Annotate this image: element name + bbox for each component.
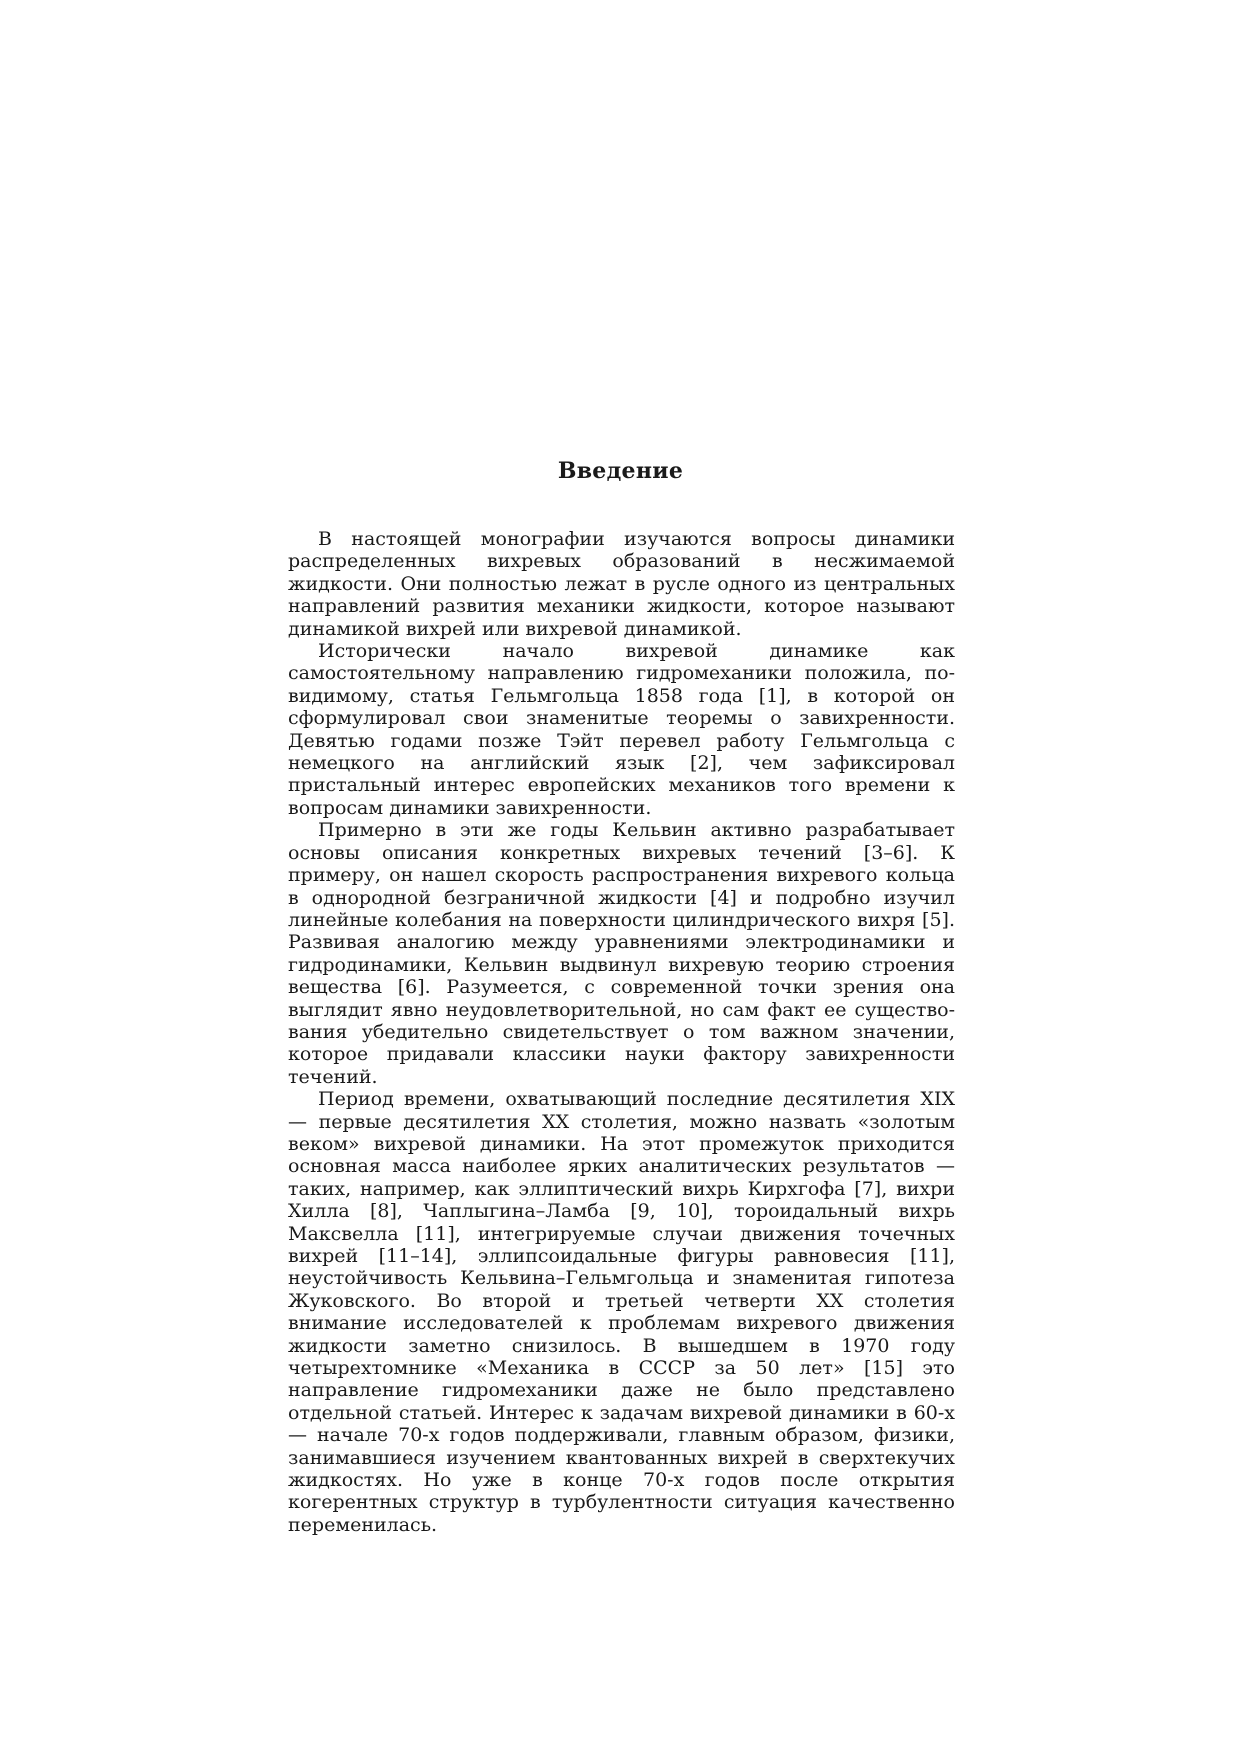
- section-title: Введение: [557, 458, 684, 484]
- body-text: [288, 528, 955, 1536]
- paragraph-2: Исторически начало вихревой динамике как самостоятельному направлению гидромеханики положила, по-видимому, статья Гельмгольца 1858 года [1], в которой он сформулировал свои знаменитые теоремы о завихренности. Девятью годами позже Тэйт перевел работу Гельмгольца с немецкого на английский язык [2], чем зафиксировал пристальный интерес европейских механиков того времени к вопросам динамики завихренности.: [288, 640, 955, 819]
- paragraph-1: В настоящей монографии изучаются вопросы динамики распределенных вихревых образований в несжимаемой жидкости. Они полностью лежат в русле одного из центральных направлений развития механики жидкости, которое называют динамикой вихрей или вихревой динамикой.: [288, 528, 955, 640]
- paragraph-4: Период времени, охватывающий последние десятилетия XIX — первые десятилетия XX столетия, можно назвать «золотым веком» вихревой динамики. На этот промежуток приходится основная масса наиболее ярких аналитических результатов — таких, например, как эллиптический вихрь Кирхгофа [7], вихри Хилла [8], Чаплыгина–Ламба [9, 10], тороидальный вихрь Максвелла [11], интегрируемые случаи движения точечных вихрей [11–14], эллипсоидальные фигуры равновесия [11], неустойчивость Кельвина–Гельмгольца и знаменитая гипотеза Жуковского. Во второй и третьей четверти XX столетия внимание исследователей к проблемам вихревого движения жидкости заметно снизилось. В вышедшем в 1970 году четырехтомнике «Механика в СССР за 50 лет» [15] это направление гидромеханики даже не было представлено отдельной статьей. Интерес к задачам вихревой динамики в 60-х — начале 70-х годов поддерживали, главным образом, физики, занимавшиеся изучением квантованных вихрей в сверхтекучих жидкостях. Но уже в конце 70-х годов после открытия когерентных структур в турбулентности ситуация качественно переменилась.: [288, 1088, 955, 1536]
- paragraph-3: Примерно в эти же годы Кельвин активно разрабатывает основы описания конкретных вихревых течений [3–6]. К примеру, он нашел скорость распространения вихревого кольца в однородной безграничной жидкости [4] и подробно изучил линейные колебания на поверхности цилиндрического вихря [5]. Развивая аналогию между уравнениями электродинамики и гидродинамики, Кельвин выдвинул вихревую теорию строения вещества [6]. Разумеется, с современной точки зрения она выглядит явно неудовлетворительной, но сам факт ее существования убедительно свидетельствует о том важном значении, которое придавали классики науки фактору завихренности течений.: [288, 819, 955, 1088]
